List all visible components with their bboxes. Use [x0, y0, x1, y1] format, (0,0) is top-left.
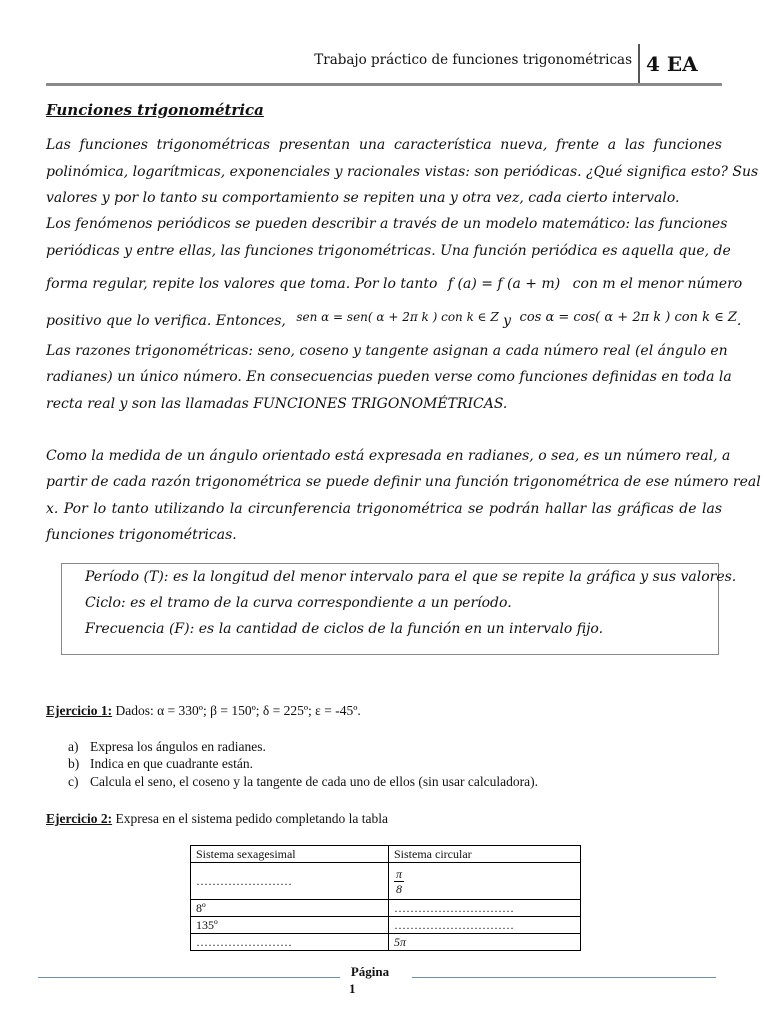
table-row [191, 934, 581, 951]
paragraph-line: periódicas y entre ellas, las funciones trigonométricas. Una función periódica es aquella que, de [46, 243, 731, 259]
exercise-2-label: Ejercicio 2: [46, 811, 113, 826]
sine-periodicity-formula: sen α = sen( α + 2π k ) con k ∈ Z [296, 310, 499, 324]
table-cell-sexagesimal: …………………… [191, 863, 389, 900]
definitions-box [61, 563, 737, 655]
section-title: Funciones trigonométrica [46, 101, 264, 119]
paragraph-line: polinómica, logarítmicas, exponenciales y racionales vistas: son periódicas. ¿Qué significa esto? Sus [46, 164, 759, 180]
paragraph-line: valores y por lo tanto su comportamiento se repiten una y otra vez, cada cierto intervalo. [46, 190, 680, 206]
fraction-numerator: π [396, 866, 403, 881]
item-marker: b) [68, 756, 80, 771]
page-number: 1 [349, 981, 356, 996]
paragraph-text: . [736, 313, 742, 329]
exercise-1-item [68, 756, 253, 772]
paragraph-line: Las razones trigonométricas: seno, coseno y tangente asignan a cada número real (el ángulo en [46, 343, 728, 359]
cosine-periodicity-formula: cos α = cos( α + 2π k ) con k ∈ Z [519, 310, 737, 325]
table-header-cell: Sistema circular [389, 846, 581, 863]
table-header-cell: Sistema sexagesimal [191, 846, 389, 863]
paragraph-text: positivo que lo verifica. Entonces, [46, 313, 286, 329]
table-cell-circular: 5π [389, 934, 581, 951]
paragraph-line: x. Por lo tanto utilizando la circunferencia trigonométrica se podrán hallar las gráficas de las [46, 501, 722, 517]
header-rule [46, 83, 722, 86]
fraction-denominator: 8 [396, 881, 402, 896]
definition-period: Período (T): es la longitud del menor intervalo para el que se repite la gráfica y sus valores. [85, 569, 737, 585]
paragraph-line: funciones trigonométricas. [46, 527, 237, 543]
paragraph-text: y [503, 313, 512, 329]
exercise-2-text: Expresa en el sistema pedido completando la tabla [112, 811, 389, 826]
table-cell-sexagesimal: 8º [191, 900, 389, 917]
table-row [191, 900, 581, 917]
exercise-1-heading [46, 703, 361, 719]
exercise-1-item [68, 739, 266, 755]
item-text: Calcula el seno, el coseno y la tangente de cada uno de ellos (sin usar calculadora). [90, 774, 538, 789]
footer-rule-left [38, 977, 340, 978]
table-cell-circular [389, 863, 581, 900]
paragraph-line: radianes) un único número. En consecuencias pueden verse como funciones definidas en toda la [46, 369, 732, 385]
definition-cycle: Ciclo: es el tramo de la curva correspondiente a un período. [85, 595, 512, 611]
paragraph-line-with-formula [46, 310, 742, 329]
paragraph-line: recta real y son las llamadas FUNCIONES TRIGONOMÉTRICAS. [46, 396, 508, 412]
fraction [394, 867, 404, 896]
paragraph-line: partir de cada razón trigonométrica se puede definir una función trigonométrica de ese número real [46, 474, 761, 490]
table-cell-sexagesimal: …………………… [191, 934, 389, 951]
table-row [191, 863, 581, 900]
footer-page [340, 963, 400, 997]
table-header-row [191, 846, 581, 863]
footer-rule-right [412, 977, 716, 978]
table-row [191, 917, 581, 934]
table-cell-circular: ………………………… [389, 917, 581, 934]
item-marker: a) [68, 739, 79, 754]
exercise-1-text: Dados: α = 330º; β = 150º; δ = 225º; ε = -45º. [112, 703, 361, 718]
paragraph-text: forma regular, repite los valores que toma. Por lo tanto [46, 276, 438, 292]
item-marker: c) [68, 774, 79, 789]
paragraph-text: con m el menor número [572, 276, 743, 292]
paragraph-line: Los fenómenos periódicos se pueden describir a través de un modelo matemático: las funciones [46, 216, 728, 232]
paragraph-line-with-formula [46, 276, 743, 292]
item-text: Expresa los ángulos en radianes. [90, 739, 266, 754]
table-cell-circular: ………………………… [389, 900, 581, 917]
exercise-2-heading [46, 811, 388, 827]
conversion-table [190, 845, 581, 951]
periodic-formula: f (a) = f (a + m) [447, 276, 561, 292]
header-separator [638, 44, 640, 85]
table-cell-sexagesimal: 135º [191, 917, 389, 934]
definition-frequency: Frecuencia (F): es la cantidad de ciclos de la función en un intervalo fijo. [85, 621, 604, 637]
paragraph-line: Las funciones trigonométricas presentan una característica nueva, frente a las funciones [46, 137, 722, 153]
page-label: Página [350, 964, 390, 979]
item-text: Indica en que cuadrante están. [90, 756, 254, 771]
exercise-1-label: Ejercicio 1: [46, 703, 113, 718]
header-title: Trabajo práctico de funciones trigonométricas [314, 52, 632, 68]
header-course-code: 4 EA [646, 52, 698, 76]
exercise-1-item [68, 774, 538, 790]
paragraph-line: Como la medida de un ángulo orientado está expresada en radianes, o sea, es un número real, a [46, 448, 731, 464]
